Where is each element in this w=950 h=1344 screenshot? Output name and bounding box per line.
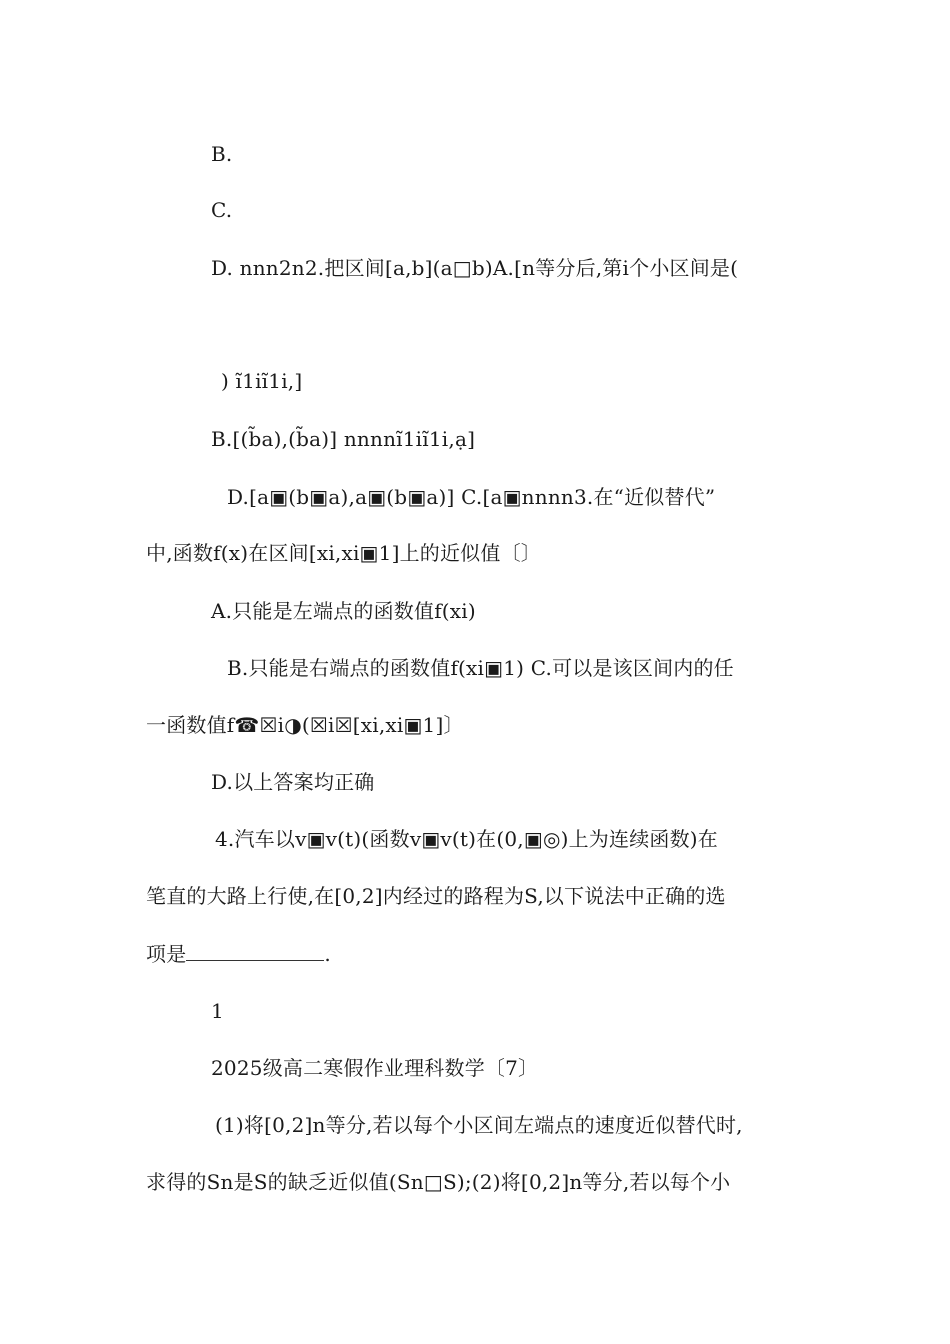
answer-blank [186, 942, 324, 961]
question-4-stem: 4.汽车以v▣v(t)(函数v▣v(t)在(0,▣◎)上为连续函数)在 [215, 827, 718, 851]
option-b-label: B. [211, 142, 233, 166]
question-3-option-a: A.只能是左端点的函数值f(xi) [211, 599, 476, 623]
answer-prefix: 项是 [146, 942, 187, 966]
question-3-option-b-c: B.只能是右端点的函数值f(xi▣1) C.可以是该区间内的任 [227, 656, 734, 680]
question-2-option-d-c: D.[a▣(b▣a),a▣(b▣a)] C.[a▣nnnn3.在“近似替代” [227, 485, 716, 509]
question-2-continued: ) ĩ1iĩ1i,] [221, 369, 303, 393]
question-4-answer-line [146, 940, 331, 968]
page-number: 1 [211, 999, 224, 1023]
statement-1-2: 求得的Sn是S的缺乏近似值(Sn□S);(2)将[0,2]n等分,若以每个小 [146, 1170, 731, 1194]
question-3-option-d: D.以上答案均正确 [211, 770, 375, 794]
question-3-stem: 中,函数f(x)在区间[xi,xi▣1]上的近似值〔〕 [146, 541, 541, 565]
question-4-stem-continued: 笔直的大路上行使,在[0,2]内经过的路程为S,以下说法中正确的选 [146, 884, 726, 908]
statement-1: (1)将[0,2]n等分,若以每个小区间左端点的速度近似替代时, [215, 1113, 743, 1137]
question-2-option-b: B.[(b̃a),(b̃a)] nnnnĩ1iĩ1i,ạ] [211, 427, 476, 451]
option-c-label: C. [211, 198, 233, 222]
answer-suffix: . [324, 942, 331, 966]
question-3-option-c-continued: 一函数值f☎☒i◑(☒i☒[xi,xi▣1]〕 [146, 713, 464, 737]
document-header: 2025级高二寒假作业理科数学〔7〕 [211, 1056, 539, 1080]
question-2-line: D. nnn2n2.把区间[a,b](a□b)A.[n等分后,第i个小区间是( [211, 256, 739, 280]
